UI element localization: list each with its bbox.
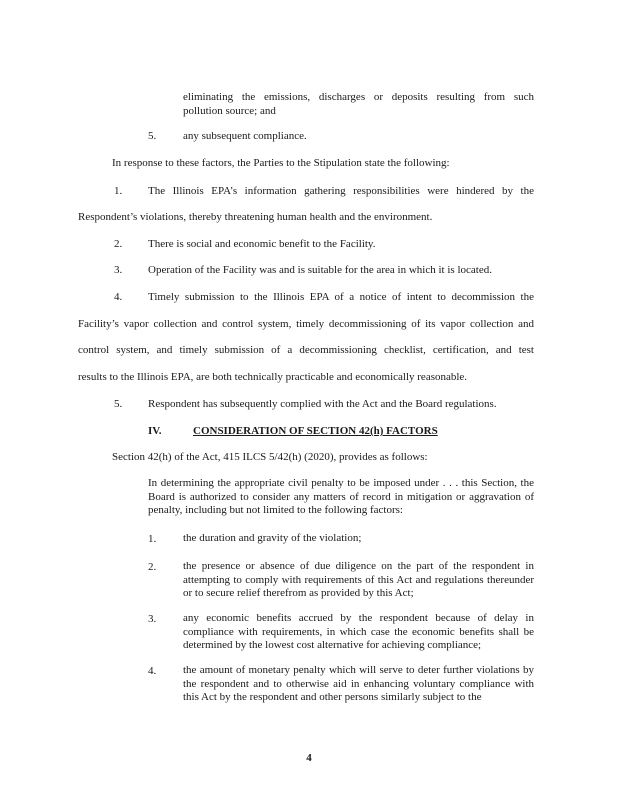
response-line: results to the Illinois EPA, are both technically practicable and economically reasonable. <box>78 371 468 383</box>
response-line: There is social and economic benefit to the Facility. <box>148 238 376 250</box>
response-line: Facility’s vapor collection and control system, timely decommissioning of its vapor collection and <box>78 318 534 330</box>
section-title: CONSIDERATION OF SECTION 42(h) FACTORS <box>193 425 438 437</box>
statute-factor-number: 1. <box>148 533 157 545</box>
statute-factor-text: any economic benefits accrued by the respondent because of delay in compliance with requirements, in which case the economic benefits shall be determined by the lowest cost alternative for achieving compliance; <box>183 612 534 651</box>
response-number: 1. <box>114 185 123 197</box>
response-number: 5. <box>114 398 123 410</box>
response-line: Respondent has subsequently complied with the Act and the Board regulations. <box>148 398 497 410</box>
factor-text: any subsequent compliance. <box>183 130 307 142</box>
response-number: 2. <box>114 238 123 250</box>
statute-factor-text: the presence or absence of due diligence on the part of the respondent in attempting to comply with requirements of this Act and regulations thereunder or to secure relief therefrom as provided by this Act; <box>183 560 534 599</box>
section-intro: Section 42(h) of the Act, 415 ILCS 5/42(h) (2020), provides as follows: <box>112 451 428 463</box>
statute-factor-text: the duration and gravity of the violation; <box>183 532 362 544</box>
statute-factor-text: the amount of monetary penalty which will serve to deter further violations by the respondent and to otherwise aid in enhancing voluntary compliance with this Act by the respondent and other persons similarly subject to the <box>183 664 534 703</box>
statute-factor-number: 3. <box>148 613 157 625</box>
response-line: Timely submission to the Illinois EPA of a notice of intent to decommission the <box>148 291 534 303</box>
page-number: 4 <box>306 752 312 764</box>
response-intro: In response to these factors, the Parties to the Stipulation state the following: <box>112 157 450 169</box>
statute-factor-number: 2. <box>148 561 157 573</box>
statute-factor-number: 4. <box>148 665 157 677</box>
response-line: Operation of the Facility was and is suitable for the area in which it is located. <box>148 264 492 276</box>
response-line: control system, and timely submission of a decommissioning checklist, certification, and test <box>78 344 534 356</box>
section-number: IV. <box>148 425 162 437</box>
response-line: Respondent’s violations, thereby threatening human health and the environment. <box>78 211 433 223</box>
response-line: The Illinois EPA’s information gathering responsibilities were hindered by the <box>148 185 534 197</box>
carryover-line-2: pollution source; and <box>183 105 276 117</box>
section-heading <box>148 424 438 438</box>
response-number: 4. <box>114 291 123 303</box>
statute-quote: In determining the appropriate civil penalty to be imposed under . . . this Section, the Board is authorized to consider any matters of record in mitigation or aggravation of penalty, including but not limited to the following factors: <box>148 477 534 516</box>
factor-number: 5. <box>148 130 157 142</box>
response-number: 3. <box>114 264 123 276</box>
carryover-line-1: eliminating the emissions, discharges or deposits resulting from such <box>183 91 534 103</box>
